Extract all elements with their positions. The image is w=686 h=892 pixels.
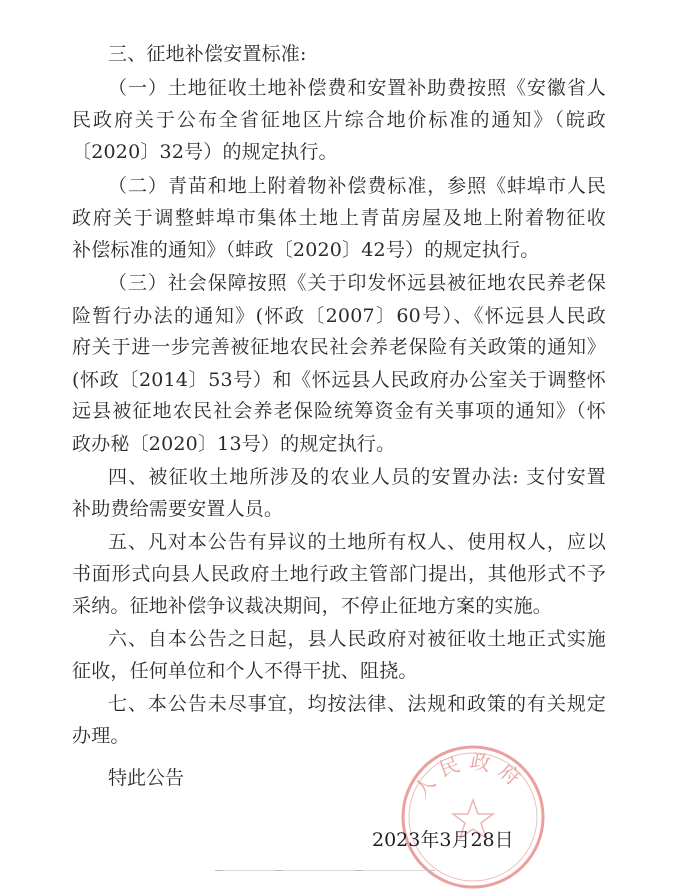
document-text-line: 三、征地补偿安置标准: — [108, 43, 307, 65]
document-text-line: 〔2020〕32号）的规定执行。 — [72, 141, 338, 163]
document-text-line: (怀政〔2014〕53号）和《怀远县人民政府办公室关于调整怀 — [72, 369, 606, 391]
document-text-line: 六、自本公告之日起，县人民政府对被征收土地正式实施 — [108, 628, 606, 650]
document-text-line: 四、被征收土地所涉及的农业人员的安置办法: 支付安置 — [108, 466, 606, 488]
document-text-line: （一）土地征收土地补偿费和安置补助费按照《安徽省人 — [108, 77, 606, 99]
document-text-line: 补偿标准的通知》（蚌政〔2020〕42号）的规定执行。 — [72, 239, 540, 261]
document-text-line: 书面形式向县人民政府土地行政主管部门提出，其他形式不予 — [72, 563, 606, 585]
document-text-line: 远县被征地农民社会养老保险统筹资金有关事项的通知》（怀 — [72, 400, 606, 422]
document-text-line: 采纳。征地补偿争议裁决期间，不停止征地方案的实施。 — [72, 595, 553, 617]
document-text-line: 险暂行办法的通知》(怀政〔2007〕60号）、《怀远县人民政 — [72, 305, 606, 327]
document-text-line: 七、本公告未尽事宜，均按法律、法规和政策的有关规定 — [108, 693, 606, 715]
document-text-line: 政办秘〔2020〕13号）的规定执行。 — [72, 433, 396, 455]
document-text-line: 五、凡对本公告有异议的土地所有权人、使用权人，应以 — [108, 531, 606, 553]
document-date: 2023年3月28日 — [372, 829, 514, 851]
document-text-line: 民政府关于公布全省征地区片综合地价标准的通知》（皖政 — [72, 109, 606, 131]
document-text-line: 补助费给需要安置人员。 — [72, 498, 284, 520]
document-text-line: 政府关于调整蚌埠市集体土地上青苗房屋及地上附着物征收 — [72, 207, 606, 229]
sign-off-text: 特此公告 — [108, 767, 185, 789]
document-text-line: （三）社会保障按照《关于印发怀远县被征地农民养老保 — [108, 272, 606, 294]
svg-text:人民政府: 人民政府 — [409, 748, 532, 802]
document-text-line: 府关于进一步完善被征地农民社会养老保险有关政策的通知》 — [72, 336, 606, 358]
document-text-line: （二）青苗和地上附着物补偿费标准，参照《蚌埠市人民 — [108, 175, 606, 197]
document-text-line: 征收，任何单位和个人不得干扰、阻挠。 — [72, 660, 418, 682]
document-text-line: 办理。 — [72, 725, 130, 747]
